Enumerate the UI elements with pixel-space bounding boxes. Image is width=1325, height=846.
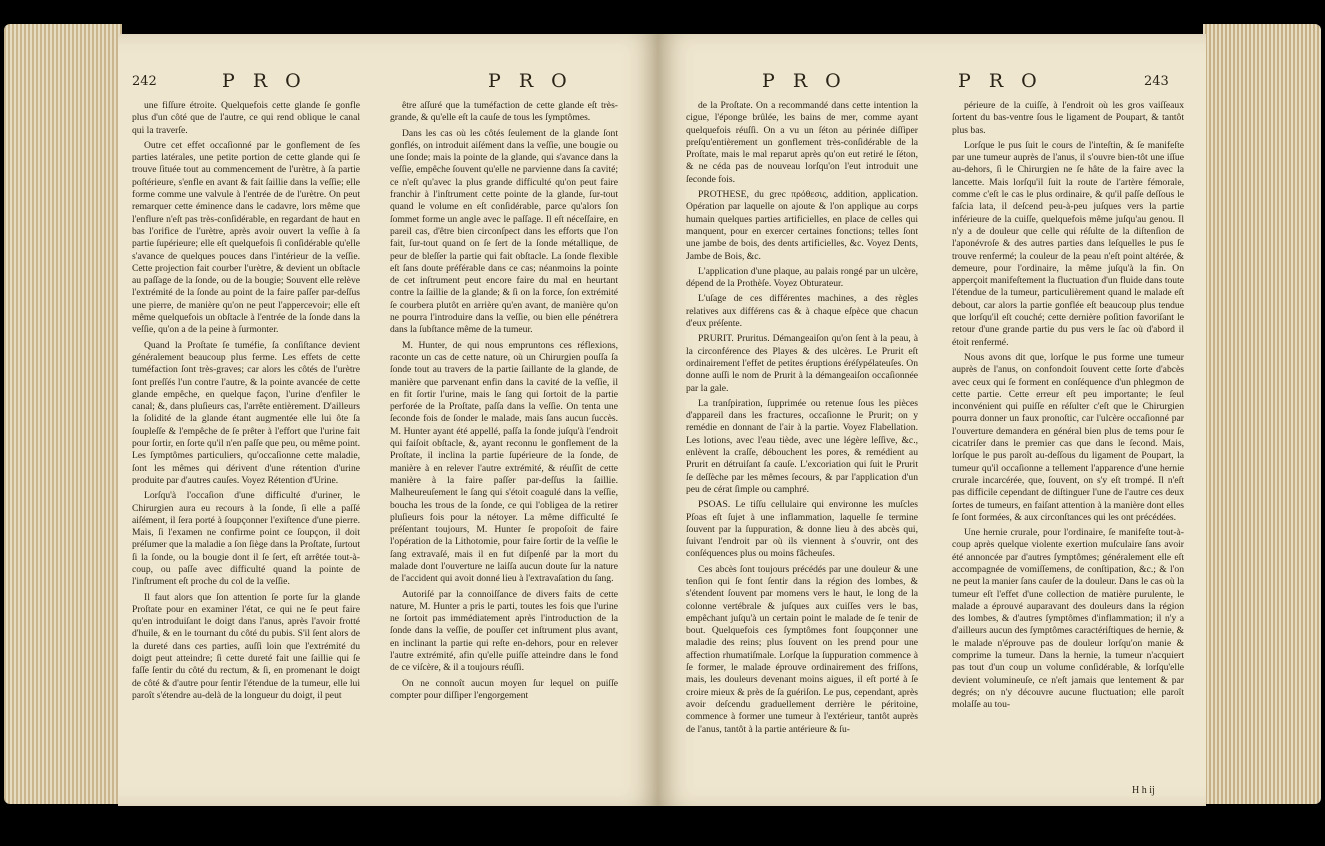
right-running-head [658, 70, 1206, 94]
running-title: P R O [222, 70, 307, 92]
left-page-edges [4, 24, 122, 804]
running-title: P R O [762, 70, 847, 92]
paragraph: une fiſſure étroite. Quelquefois cette glande ſe gonfle plus d'un côté que de l'autre, ce qui rend oblique le canal qui la traverſe. [132, 100, 360, 136]
paragraph: de la Proſtate. On a recommandé dans cette intention la cigue, l'éponge brûlée, les bains de mer, comme ayant quelquefois réuſſi. On a vu un ſéton au périnée diſſiper preſqu'entièrement un gonflement très-conſidérable de la Proſtate, mais le mal reparut après qu'on eut retiré le ſéton, & ne céda pas de nouveau lorſqu'on l'eut introduit une ſeconde fois. [686, 100, 918, 185]
right-page [658, 34, 1206, 806]
right-page-edges [1203, 24, 1321, 804]
left-running-head [118, 70, 658, 94]
page-number: 243 [1144, 74, 1169, 89]
paragraph: Outre cet effet occaſionné par le gonflement de ſes parties latérales, une petite portion de cette glande qui ſe trouve ſituée tout au commencement de l'urètre, à ſa partie poſtérieure, s'enfle en avant & fait ſaillie dans la veſſie; elle forme comme une valvule à l'entrée de de l'urètre. On peut remarquer cette éminence dans le cadavre, lors même que l'enflure n'eſt pas très-conſidérable, en regardant de haut en bas l'orifice de l'urètre, après avoir ouvert la veſſie à ſa partie ſupérieure; elle eſt quelquefois ſi conſidérable qu'elle s'avance de quelques pouces dans l'intérieur de la veſſie. Cette projection fait courber l'urètre, & devient un obſtacle au paſſage de la ſonde, ou de la bougie; Souvent elle relève l'extrémité de la ſonde au point de la faire paſſer par-deſſus une pierre, de manière qu'on ne peut l'appercevoir; elle eſt même quelquefois un obſtacle à l'entrée de la ſonde dans la veſſie, qu'on a de la peine à ſurmonter. [132, 139, 360, 336]
paragraph: PSOAS. Le tiſſu cellulaire qui environne les muſcles Pſoas eſt ſujet à une inflammation, laquelle ſe termine ſouvent par la ſuppuration, & donne lieu à des abcès qui, ſuivant l'endroit par où ils viennent à s'ouvrir, ont des conſéquences plus ou moins fâcheuſes. [686, 499, 918, 560]
paragraph: M. Hunter, de qui nous empruntons ces réflexions, raconte un cas de cette nature, où un Chirurgien pouſſa ſa ſonde tout au travers de la partie ſaillante de la glande, de manière que parvenant enfin dans la cavité de la veſſie, il en fit ſortir l'urine, mais le ſang qui ſortoit de la partie perforée de la Proſtate, paſſa dans la veſſie. On tenta une ſeconde fois de ſonder le malade, mais ſans aucun ſuccès. M. Hunter ayant été appellé, paſſa la ſonde juſqu'à l'endroit qui faiſoit obſtacle, &, ayant reconnu le gonflement de la Proſtate, il inclina la partie ſupérieure de la ſonde, de manière à en relever l'autre extrémité, & réuſſit de cette manière à la faire paſſer par-deſſus la ſaillie. Malheureuſement le ſang qui s'étoit coagulé dans la veſſie, boucha les trous de la ſonde, ce qui l'obligea de la retirer pluſieurs fois pour la nétoyer. La même difficulté ſe préſentant toujours, M. Hunter ſe propoſoit de faire l'opération de la Lithotomie, pour faire ſortir de la veſſie le ſang extravaſé, mais il en fut diſpenſé par la mort du malade dont l'ouverture ne laiſſa aucun doute ſur la nature de l'accident qui avoit donné lieu à l'extravaſation du ſang. [390, 339, 618, 585]
paragraph: La tranſpiration, ſupprimée ou retenue ſous les pièces d'appareil dans les fractures, occaſionne le Prurit; on y remédie en donnant de l'air à la partie. Voyez Flabellation. Les lotions, avec l'eau tiède, avec une légère leſſive, &c., enlèvent la craſſe, débouchent les pores, & remédient au Prurit en détruiſant ſa cauſe. L'excoriation qui ſuit le Prurit ſe deſſèche par les mêmes ſecours, & par l'application d'un peu de cérat ſimple ou camphré. [686, 397, 918, 495]
signature-mark: H h ij [1132, 785, 1155, 796]
paragraph: L'uſage de ces différentes machines, a des règles relatives aux différens cas & à chaque eſpèce que chacun d'eux préſente. [686, 293, 918, 330]
paragraph: PRURIT. Pruritus. Démangeaiſon qu'on ſent à la peau, à la circonférence des Playes & des ulcères. Le Prurit eſt ordinairement l'effet de petites éruptions éréſypélateuſes. On donne auſſi le nom de Prurit à la démangeaiſon occaſionnée par la gale. [686, 333, 918, 394]
page-number: 242 [132, 74, 157, 89]
left-page [118, 34, 658, 806]
paragraph: Lorſque le pus ſuit le cours de l'inteſtin, & ſe manifeſte par une tumeur auprès de l'anus, il s'ouvre bien-tôt une iſſue au-dehors, ſi le Chirurgien ne ſe hâte de la faire avec la lancette. Mais lorſqu'il ſuit la route de l'artère fémorale, comme c'eſt le cas le plus ordinaire, & qu'il paſſe deſſous le faſcia lata, il deſcend peu-à-peu juſques vers la partie inférieure de la cuiſſe, quelquefois même juſqu'au genou. Il n'y a de douleur que celle qui réſulte de la diſtenſion de l'aponévroſe & des autres parties dans leſquelles le pus ſe trouve renfermé; la couleur de la peau n'eſt point altérée, & demeure, pour l'ordinaire, la même juſqu'à la fin. On apperçoit manifeſtement la fluctuation d'un fluide dans toute l'étendue de la tumeur, particulièrement quand le malade eſt debout, car alors la partie gonflée eſt beaucoup plus tendue que lorſqu'il eſt couché; cette dernière poſition favoriſant le retour d'une grande partie du pus vers le ſac où d'abord il étoit renfermé. [952, 139, 1184, 348]
paragraph: être aſſuré que la tuméfaction de cette glande eſt très-grande, & qu'elle eſt la cauſe de tous les ſymptômes. [390, 100, 618, 124]
right-page-column-2 [952, 100, 1184, 798]
right-page-column-1 [686, 100, 918, 798]
paragraph: Dans les cas où les côtés ſeulement de la glande ſont gonflés, on introduit aiſément dans la veſſie, une bougie ou une ſonde; mais la pointe de la glande, qui s'avance dans la veſſie, empêche ſouvent qu'elle ne parvienne dans ſa cavité; ce n'eſt qu'avec la plus grande difficulté qu'on peut faire franchir à l'inſtrument cette pointe de la glande, ſur-tout quand le volume en eſt conſidérable, parce qu'alors ſon ſommet forme un angle avec le paſſage. Il eſt néceſſaire, en pareil cas, d'être bien circonſpect dans les efforts que l'on fait, ſur-tout quand on ſe ſert de la ſonde métallique, de peur de bleſſer la partie qui fait obſtacle. La ſonde flexible eſt ſans doute préférable dans ce cas; néanmoins la pointe de cet inſtrument peut encore faire du mal en heurtant contre la ſaillie de la glande; & ſi on la force, ſon extrémité ſe courbera plutôt en arrière qu'en avant, de manière qu'on ne pourra l'introduire dans la veſſie, ou bien elle pénétrera dans la ſubſtance même de la tumeur. [390, 127, 618, 336]
paragraph: Quand la Proſtate ſe tuméfie, ſa conſiſtance devient généralement beaucoup plus ferme. Les effets de cette tuméfaction ſont très-graves; car alors les côtés de l'urètre ſont preſſés l'un contre l'autre, & la pointe avancée de cette glande empêche, en quelque façon, l'urine d'enfiler le canal; &, dans pluſieurs cas, l'arrête entièrement. D'ailleurs la ſolidité de la glande étant augmentée elle lui ôte ſa ſoupleſſe & l'empêche de ſe prêter à l'effort que l'urine fait pour ſortir, en ſorte qu'il n'en paſſe que peu, ou même point. Les ſymptômes particuliers, qu'occaſionne cette maladie, ſont les mêmes qui dérivent d'une rétention d'urine produite par d'autres cauſes. Voyez Rétention d'Urine. [132, 339, 360, 486]
left-page-column-2 [390, 100, 618, 798]
paragraph: Il faut alors que ſon attention ſe porte ſur la glande Proſtate pour en examiner l'état, ce qui ne ſe peut faire qu'en introduiſant le doigt dans l'anus, après l'avoir frotté d'huile, & en le tournant du côté du pubis. S'il ſent alors de la dureté dans ces parties, auſſi loin que l'extrémité du doigt peut atteindre; ſi cette dureté fait une ſaillie qui ſe faſſe ſentir du côté du rectum, & ſi, en promenant le doigt de côté & d'autre pour ſentir l'étendue de la tumeur, elle lui paroît s'étendre au-delà de la longueur du doigt, il peut [132, 591, 360, 701]
paragraph: Ces abcès ſont toujours précédés par une douleur & une tenſion qui ſe font ſentir dans la région des lombes, & s'étendent ſouvent par momens vers le haut, le long de la colonne vertébrale & juſques aux cuiſſes vers le bas, empêchant juſqu'à un certain point le malade de ſe tenir de bout. Quelquefois ces ſymptômes font ſoupçonner une maladie des reins; plus ſouvent on les prend pour une affection rhumatiſmale. Lorſque la ſuppuration commence à ſe former, le malade éprouve ordinairement des friſſons, mais, les douleurs devenant moins aigues, il eſt porté à ſe croire mieux & près de ſa guériſon. Le pus, cependant, après avoir deſcendu graduellement derrière le péritoine, commence à former une tumeur à l'extérieur, tantôt auprès de l'anus, tantôt à la partie antérieure & ſu- [686, 563, 918, 735]
paragraph: PROTHESE, du grec πρόθεσις, addition, application. Opération par laquelle on ajoute & l'on applique au corps humain quelques parties artificielles, en place de celles qui manquent, pour en exercer certaines fonctions; telles ſont une jambe de bois, des dents artificielles, &c. Voyez Dents, Jambe de Bois, &c. [686, 189, 918, 262]
paragraph: Nous avons dit que, lorſque le pus forme une tumeur auprès de l'anus, on confondoit ſouvent cette ſorte d'abcès avec ceux qui ſe forment en conſéquence d'un phlegmon de cette partie. Cette erreur eſt peu importante; le ſeul inconvénient qui puiſſe en réſulter c'eſt que le Chirurgien pourra donner un faux pronoſtic, car l'ulcère occaſionné par l'ouverture demandera en général bien plus de tems pour ſe cicatriſer dans le premier cas que dans le ſecond. Mais, lorſque le pus paroît au-deſſous du ligament de Poupart, la tumeur qu'il occaſionne a tellement l'apparence d'une hernie crurale incarcérée, que, ſouvent, on s'y eſt trompé. Il n'eſt pas difficile cependant de diſtinguer l'une de l'autre ces deux ſortes de tumeurs, en faiſant attention à la manière dont elles ſe ſont formées, & aux circonſtances qui les ont précédées. [952, 351, 1184, 523]
running-title: P R O [488, 70, 573, 92]
paragraph: Autoriſé par la connoiſſance de divers faits de cette nature, M. Hunter a pris le parti, toutes les fois que l'urine ne ſortoit pas immédiatement après l'introduction de la ſonde dans la veſſie, de pouſſer cet inſtrument plus avant, en inclinant la partie qui reſte en-dehors, pour en relever l'autre extrémité, afin qu'elle puiſſe atteindre dans le fond de ce viſcère, & il a toujours réuſſi. [390, 588, 618, 674]
paragraph: L'application d'une plaque, au palais rongé par un ulcère, dépend de la Prothèſe. Voyez Obturateur. [686, 265, 918, 290]
paragraph: Lorſqu'à l'occaſion d'une difficulté d'uriner, le Chirurgien aura eu recours à la ſonde, ſi elle a paſſé aiſément, il ſera porté à ſoupçonner l'exiſtence d'une pierre. Mais, ſi l'examen ne confirme point ce ſoupçon, il doit préſumer que la maladie a ſon ſiège dans la Proſtate, ſurtout ſi la ſonde, ou la bougie dont il ſe ſert, eſt arrêtée tout-à-coup, ou paſſe avec difficulté quand la pointe de l'inſtrument eſt proche du col de la veſſie. [132, 490, 360, 588]
paragraph: Une hernie crurale, pour l'ordinaire, ſe manifeſte tout-à-coup après quelque violente exertion muſculaire ſans avoir été annoncée par d'autres ſymptômes; généralement elle eſt accompagnée de vomiſſemens, de conſtipation, &c.; & l'on ne peut la manier ſans cauſer de la douleur. Dans le cas où la tumeur eſt l'effet d'une collection de matière purulente, le malade a éprouvé auparavant des douleurs dans la région des lombes, & d'autres ſymptômes d'inflammation; il n'y a d'ailleurs aucun des ſymptômes caractériſtiques de hernie, & le malade n'éprouve pas de douleur lorſqu'on manie & comprime la tumeur. Dans la hernie, la tumeur n'acquiert pas tout d'un coup un volume conſidérable, & lorſqu'elle devient volumineuſe, ce n'eſt jamais que lentement & par degrés; on n'y découvre aucune fluctuation; elle paroît molaſſe au tou- [952, 527, 1184, 711]
paragraph: périeure de la cuiſſe, à l'endroit où les gros vaiſſeaux ſortent du bas-ventre ſous le ligament de Poupart, & tantôt plus bas. [952, 100, 1184, 136]
paragraph: On ne connoît aucun moyen ſur lequel on puiſſe compter pour diſſiper l'engorgement [390, 677, 618, 701]
running-title: P R O [958, 70, 1043, 92]
left-page-column-1 [132, 100, 360, 798]
